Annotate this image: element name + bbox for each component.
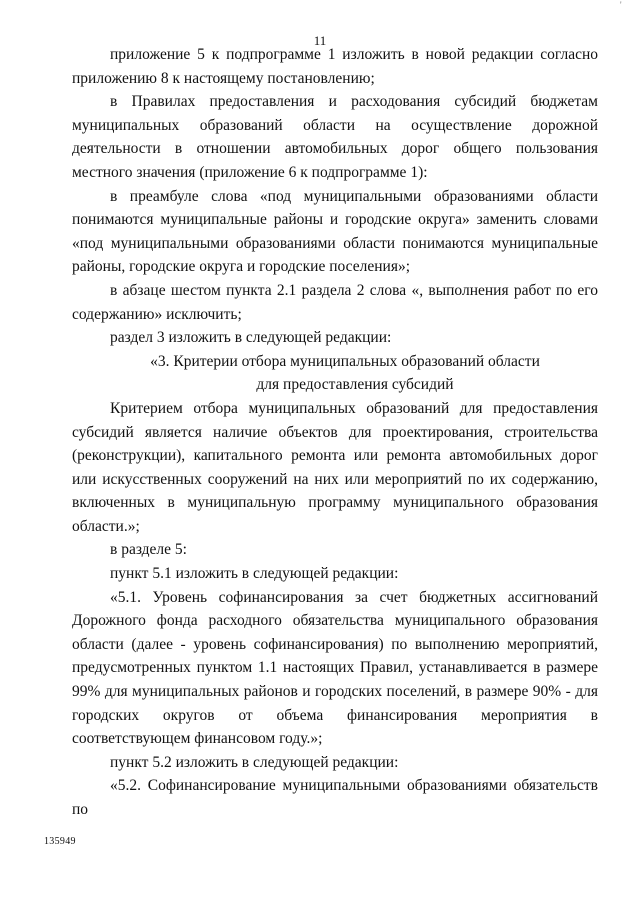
paragraph-appendix-5: приложение 5 к подпрограмме 1 изложить в новой редакции согласно приложению 8 к настоящему постановлению; [72,46,598,87]
paragraph-item-5-2-text: «5.2. Софинансирование муниципальными образованиями обязательств по [72,777,598,818]
document-body [72,43,598,822]
document-code: 135949 [44,836,76,847]
paragraph-item-5-1-intro: пункт 5.1 изложить в следующей редакции: [110,565,399,583]
paragraph-section-5-intro: в разделе 5: [110,541,187,559]
paragraph-section-3-intro: раздел 3 изложить в следующей редакции: [110,329,392,347]
paragraph-section-2-change: в абзаце шестом пункта 2.1 раздела 2 слова «, выполнения работ по его содержанию» исключить; [72,281,598,323]
page-number: 11 [313,33,327,48]
paragraph-preamble-change: в преамбуле слова «под муниципальными образованиями области понимаются муниципальные районы и городские округа» заменить словами «под муниципальными образованиями области понимаются муниципальные районы, городские округа и городские поселения»; [72,187,598,276]
paragraph-item-5-2-intro: пункт 5.2 изложить в следующей редакции: [110,753,399,771]
paragraph-item-5-1-text: «5.1. Уровень софинансирования за счет бюджетных ассигнований Дорожного фонда расходного обязательства муниципального образования области (далее - уровень софинансирования) по выполнению мероприятий, предусмотренных пунктом 1.1 настоящих Правил, устанавливается в размере 99% для муниципальных районов и городских поселений, в размере 90% - для городских округов от объема финансирования мероприятия в соответствующем финансовом году.»; [72,588,598,748]
section-heading [72,350,598,397]
corner-mark: ' [620,0,622,10]
section-heading-line-2: для предоставления субсидий [256,376,454,394]
section-heading-line-1: «3. Критерии отбора муниципальных образований области [150,352,540,370]
paragraph-subsidy-rules: в Правилах предоставления и расходования субсидий бюджетам муниципальных образований области на осуществление дорожной деятельности в отношении автомобильных дорог общего пользования местного значения (приложение 6 к подпрограмме 1): [72,93,598,181]
paragraph-selection-criterion: Критерием отбора муниципальных образований для предоставления субсидий является наличие объектов для проектирования, строительства (реконструкции), капитального ремонта или ремонта автомобильных дорог или искусственных сооружений на них или мероприятий по их содержанию, включенных в муниципальную программу муниципального образования области.»; [72,399,598,535]
